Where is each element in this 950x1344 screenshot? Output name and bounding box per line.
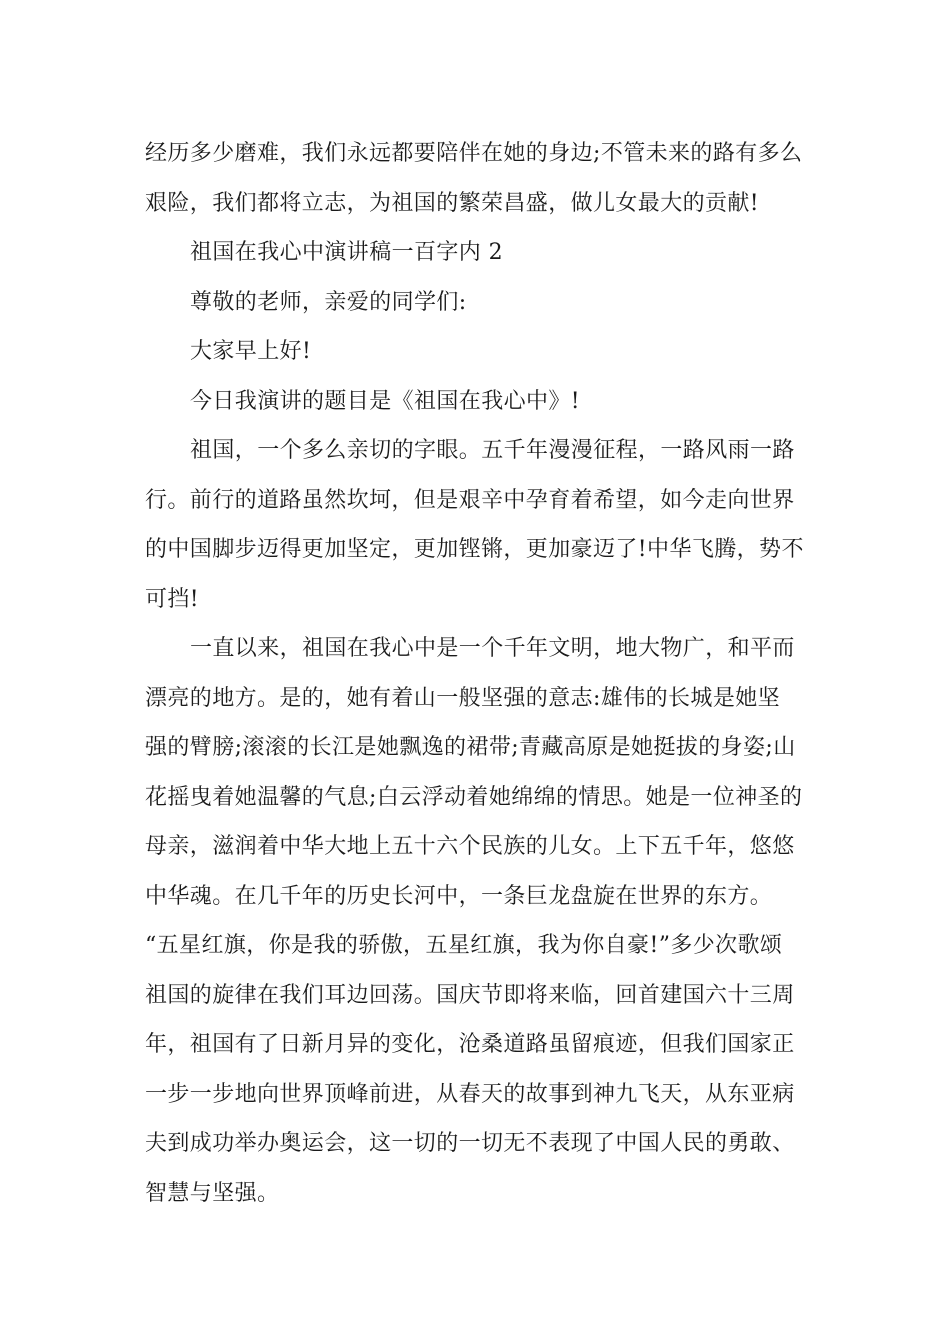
section-title: 祖国在我心中演讲稿一百字内 2 bbox=[190, 240, 503, 265]
text-line: “五星红旗，你是我的骄傲，五星红旗，我为你自豪!”多少次歌颂 bbox=[145, 933, 783, 958]
salutation: 尊敬的老师，亲爱的同学们: bbox=[190, 289, 467, 315]
text-line: 一直以来，祖国在我心中是一个千年文明，地大物广，和平而 bbox=[190, 636, 795, 661]
text-line: 年，祖国有了日新月异的变化，沧桑道路虽留痕迹，但我们国家正 bbox=[145, 1032, 795, 1057]
text-line: 智慧与坚强。 bbox=[145, 1180, 280, 1206]
text-line: 中华魂。在几千年的历史长河中，一条巨龙盘旋在世界的东方。 bbox=[145, 883, 773, 909]
greeting: 大家早上好! bbox=[190, 339, 312, 364]
text-line: 漂亮的地方。是的，她有着山一般坚强的意志:雄伟的长城是她坚 bbox=[145, 685, 781, 711]
document-body bbox=[145, 129, 809, 1218]
text-line: 可挡! bbox=[145, 586, 200, 612]
text-line: 的中国脚步迈得更加坚定，更加铿锵，更加豪迈了!中华飞腾，势不 bbox=[145, 537, 804, 562]
text-line: 行。前行的道路虽然坎坷，但是艰辛中孕育着希望，如今走向世界 bbox=[145, 487, 795, 513]
text-line: 母亲，滋润着中华大地上五十六个民族的儿女。上下五千年，悠悠 bbox=[145, 834, 795, 859]
text-line: 花摇曳着她温馨的气息;白云浮动着她绵绵的情思。她是一位神圣的 bbox=[145, 784, 803, 810]
text-line: 艰险，我们都将立志，为祖国的繁荣昌盛，做儿女最大的贡献! bbox=[145, 190, 760, 216]
text-line: 经历多少磨难，我们永远都要陪伴在她的身边;不管未来的路有多么 bbox=[145, 141, 803, 166]
text-line: 强的臂膀;滚滚的长江是她飘逸的裙带;青藏高原是她挺拔的身姿;山 bbox=[145, 735, 796, 760]
text-line: 一步一步地向世界顶峰前进，从春天的故事到神九飞天，从东亚病 bbox=[145, 1081, 795, 1107]
speech-topic: 今日我演讲的题目是《祖国在我心中》! bbox=[190, 388, 581, 414]
text-line: 祖国的旋律在我们耳边回荡。国庆节即将来临，回首建国六十三周 bbox=[145, 982, 795, 1008]
text-line: 祖国，一个多么亲切的字眼。五千年漫漫征程，一路风雨一路 bbox=[190, 438, 795, 463]
text-line: 夫到成功举办奥运会，这一切的一切无不表现了中国人民的勇敢、 bbox=[145, 1131, 795, 1156]
